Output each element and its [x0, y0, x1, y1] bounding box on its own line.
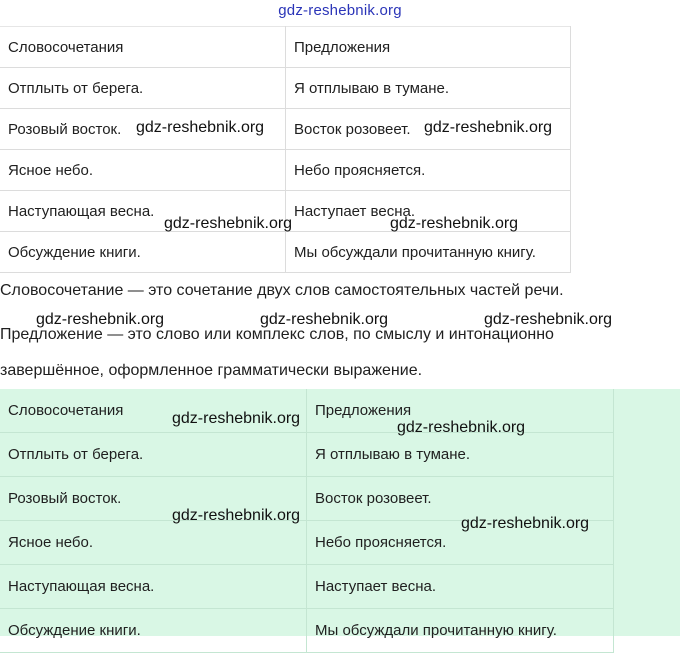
phrase-cell: Ясное небо.: [0, 521, 307, 565]
table-row: [0, 150, 571, 191]
phrase-cell: Обсуждение книги.: [0, 232, 286, 273]
sentence-cell: Мы обсуждали прочитанную книгу.: [286, 232, 571, 273]
watermark: gdz-reshebnik.org: [136, 119, 265, 136]
table-row: [0, 565, 614, 609]
sentence-cell: Я отплываю в тумане.: [286, 68, 571, 109]
watermark: gdz-reshebnik.org: [390, 215, 519, 232]
watermark: gdz-reshebnik.org: [172, 507, 301, 524]
phrase-cell: Наступающая весна.: [0, 191, 286, 232]
sentence-cell: Наступает весна.: [286, 191, 571, 232]
phrase-cell: Розовый восток.: [0, 109, 286, 150]
table-row: [0, 68, 571, 109]
sentence-cell: Восток розовеет.: [307, 477, 614, 521]
phrase-cell: Обсуждение книги.: [0, 609, 307, 653]
sentence-definition-line-2: завершённое, оформленное грамматически выражение.: [0, 362, 423, 379]
watermark: gdz-reshebnik.org: [164, 215, 293, 232]
header-phrases: Словосочетания: [0, 27, 286, 68]
header-sentences: Предложения: [307, 389, 614, 433]
sentence-cell: Наступает весна.: [307, 565, 614, 609]
watermark: gdz-reshebnik.org: [424, 119, 553, 136]
watermark: gdz-reshebnik.org: [461, 515, 590, 532]
watermark: gdz-reshebnik.org: [484, 311, 613, 328]
site-title[interactable]: gdz-reshebnik.org: [278, 2, 402, 19]
sentence-definition-line-1: Предложение — это слово или комплекс слов, по смыслу и интонационно: [0, 326, 554, 343]
header-phrases: Словосочетания: [0, 389, 307, 433]
watermark: gdz-reshebnik.org: [260, 311, 389, 328]
phrase-cell: Отплыть от берега.: [0, 68, 286, 109]
table-row: [0, 232, 571, 273]
phrase-cell: Наступающая весна.: [0, 565, 307, 609]
watermark: gdz-reshebnik.org: [397, 419, 526, 436]
watermark: gdz-reshebnik.org: [36, 311, 165, 328]
sentence-cell: Я отплываю в тумане.: [307, 433, 614, 477]
table-row: [0, 477, 614, 521]
table-row: [0, 433, 614, 477]
sentence-cell: Мы обсуждали прочитанную книгу.: [307, 609, 614, 653]
header-sentences: Предложения: [286, 27, 571, 68]
phrase-cell: Ясное небо.: [0, 150, 286, 191]
sentence-cell: Восток розовеет.: [286, 109, 571, 150]
phrases-table-1: [0, 26, 571, 273]
table-row: [0, 609, 614, 653]
phrase-cell: Розовый восток.: [0, 477, 307, 521]
phrase-definition: Словосочетание — это сочетание двух слов самостоятельных частей речи.: [0, 282, 564, 299]
table-header-row: [0, 27, 571, 68]
watermark: gdz-reshebnik.org: [172, 410, 301, 427]
sentence-cell: Небо проясняется.: [286, 150, 571, 191]
sentence-cell: Небо проясняется.: [307, 521, 614, 565]
phrase-cell: Отплыть от берега.: [0, 433, 307, 477]
